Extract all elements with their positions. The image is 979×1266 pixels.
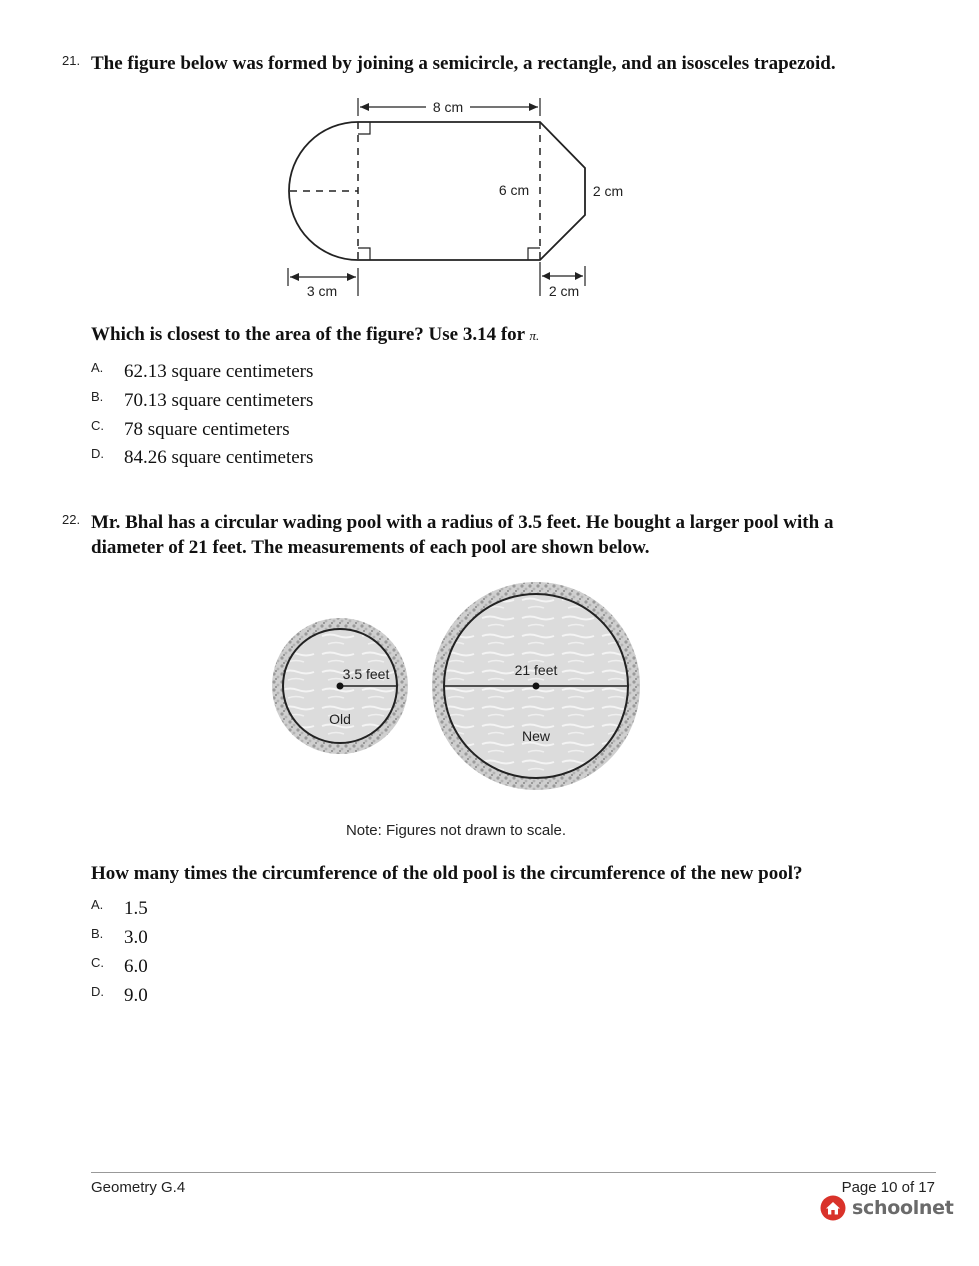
arrowhead bbox=[290, 273, 299, 281]
choice-text: 3.0 bbox=[124, 927, 148, 948]
choice-letter: A. bbox=[91, 897, 104, 912]
question-21-prompt bbox=[91, 322, 861, 348]
footer-course-label: Geometry G.4 bbox=[91, 1179, 186, 1196]
trapezoid-dimension-label: 2 cm bbox=[548, 283, 580, 299]
question-22-stem: Mr. Bhal has a circular wading pool with a radius of 3.5 feet. He bought a larger pool with a diameter of 21 feet. The measurements of each pool are shown below. bbox=[91, 512, 834, 558]
top-dimension-label: 8 cm bbox=[432, 99, 464, 115]
arrowhead bbox=[360, 103, 369, 111]
arrowhead bbox=[529, 103, 538, 111]
radius-dimension-label: 3 cm bbox=[306, 283, 338, 299]
new-pool-center bbox=[533, 683, 540, 690]
choice-letter: B. bbox=[91, 926, 104, 941]
question-21-stem: The figure below was formed by joining a semicircle, a rectangle, and an isosceles trapezoid. bbox=[91, 53, 836, 74]
question-22-prompt: How many times the circumference of the old pool is the circumference of the new pool? bbox=[91, 863, 803, 884]
composite-figure bbox=[270, 92, 650, 307]
old-pool-measure: 3.5 feet bbox=[342, 666, 390, 682]
choice-text: 6.0 bbox=[124, 956, 148, 977]
trapezoid-side-label: 2 cm bbox=[592, 183, 624, 199]
height-label: 6 cm bbox=[498, 182, 530, 198]
question-21-number: 21. bbox=[62, 53, 81, 68]
house-icon bbox=[820, 1195, 846, 1221]
new-pool-label: New bbox=[521, 728, 551, 744]
right-angle-mark bbox=[358, 248, 370, 260]
pools-figure bbox=[268, 575, 648, 845]
choice-letter: A. bbox=[91, 360, 104, 375]
prompt-text: Which is closest to the area of the figure? Use 3.14 for bbox=[91, 324, 525, 345]
choice-text: 1.5 bbox=[124, 898, 148, 919]
choice-letter: D. bbox=[91, 446, 104, 461]
new-pool-measure: 21 feet bbox=[514, 662, 558, 678]
page-number: Page 10 of 17 bbox=[841, 1179, 935, 1196]
arrowhead bbox=[575, 272, 583, 280]
question-22-number: 22. bbox=[62, 512, 81, 527]
prompt-period: . bbox=[536, 328, 540, 343]
choice-letter: C. bbox=[91, 418, 104, 433]
choice-text: 70.13 square centimeters bbox=[124, 390, 314, 411]
old-pool-center bbox=[337, 683, 344, 690]
choice-text: 78 square centimeters bbox=[124, 419, 290, 440]
choice-letter: C. bbox=[91, 955, 104, 970]
choice-letter: B. bbox=[91, 389, 104, 404]
arrowhead bbox=[347, 273, 356, 281]
choice-text: 84.26 square centimeters bbox=[124, 447, 314, 468]
scale-note: Note: Figures not drawn to scale. bbox=[345, 822, 567, 839]
right-angle-mark bbox=[528, 248, 540, 260]
brand-name: schoolnet bbox=[852, 1197, 954, 1219]
pi-symbol: π bbox=[529, 328, 537, 343]
choice-letter: D. bbox=[91, 984, 104, 999]
choice-text: 62.13 square centimeters bbox=[124, 361, 314, 382]
old-pool-label: Old bbox=[329, 711, 351, 727]
choice-text: 9.0 bbox=[124, 985, 148, 1006]
footer-divider bbox=[91, 1172, 936, 1173]
arrowhead bbox=[542, 272, 550, 280]
schoolnet-logo bbox=[820, 1194, 954, 1222]
right-angle-mark bbox=[358, 122, 370, 134]
